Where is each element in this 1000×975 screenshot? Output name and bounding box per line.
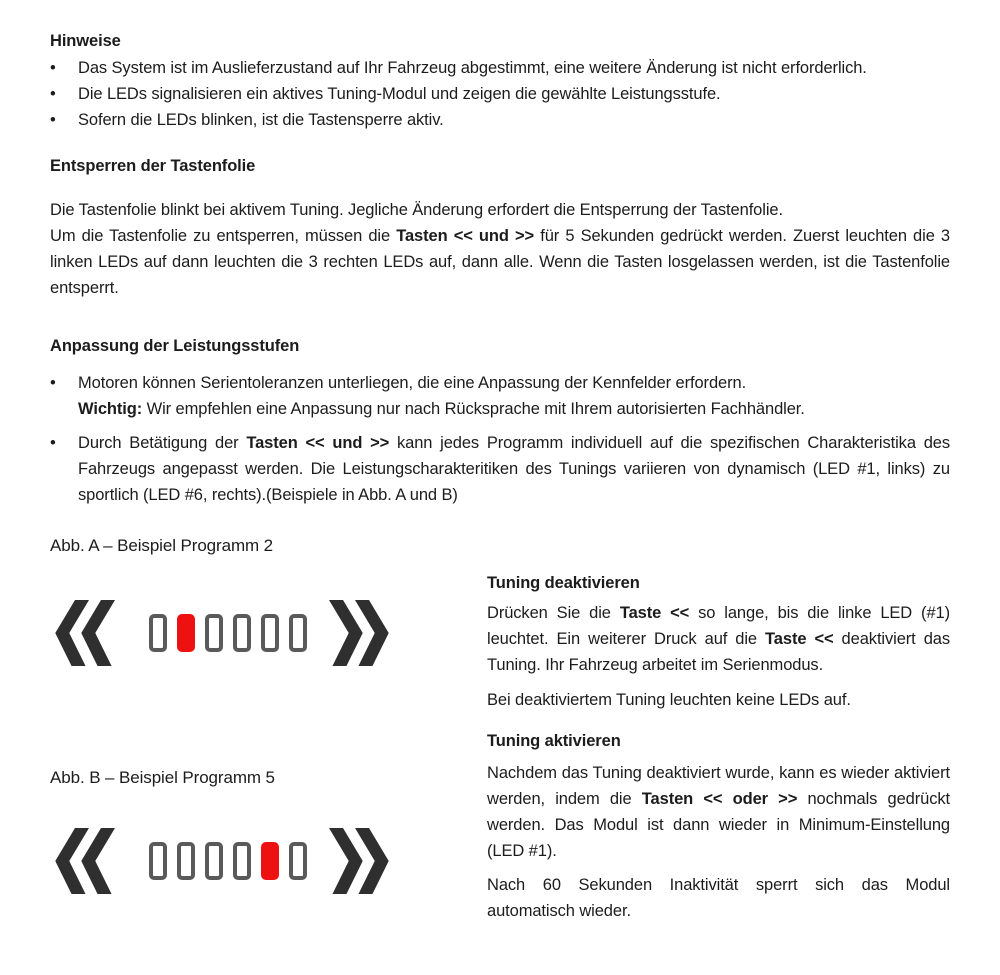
section-anpassung [50, 333, 950, 508]
double-chevron-left-icon [55, 828, 117, 894]
paragraph: Um die Tastenfolie zu entsperren, müssen die Tasten << und >> für 5 Sekunden gedrückt werden. Zuerst leuchten die 3 linken LEDs auf dann leuchten die 3 rechten LEDs auf, dann alle. Wenn die Tasten losgelassen werden, ist die Tastenfolie entsperrt. [50, 227, 951, 297]
led-indicator-off [233, 614, 251, 652]
list-item-text: Sofern die LEDs blinken, ist die Tastensperre aktiv. [78, 111, 444, 129]
led-indicator-off [261, 614, 279, 652]
list-item [50, 430, 950, 508]
figure-a-label: Abb. A – Beispiel Programm 2 [50, 536, 274, 555]
figure-a-led-display [50, 585, 487, 680]
paragraph: Wichtig: Wir empfehlen eine Anpassung nur nach Rücksprache mit Ihrem autorisierten Fachhändler. [78, 400, 805, 418]
instructions-column [487, 570, 950, 924]
led-row [149, 614, 307, 652]
led-indicator-off [289, 614, 307, 652]
list-item [50, 55, 950, 81]
figure-b-label: Abb. B – Beispiel Programm 5 [50, 768, 275, 787]
section-hinweise [50, 28, 950, 133]
led-indicator-off [177, 842, 195, 880]
led-indicator-off [205, 614, 223, 652]
bullet-icon: • [50, 434, 56, 452]
bullet-icon: • [50, 85, 56, 103]
led-indicator-off [205, 842, 223, 880]
hinweise-list [50, 55, 950, 133]
double-chevron-right-icon [327, 828, 389, 894]
bullet-icon: • [50, 111, 56, 129]
led-indicator-off [233, 842, 251, 880]
section-entsperren [50, 153, 950, 301]
led-indicator-off [149, 614, 167, 652]
list-item [50, 81, 950, 107]
led-indicator-on [261, 842, 279, 880]
double-chevron-left-icon [55, 600, 117, 666]
figure-b-led-display [50, 813, 487, 908]
paragraph: Die Tastenfolie blinkt bei aktivem Tuning. Jegliche Änderung erfordert die Entsperrung der Tastenfolie. [50, 201, 783, 219]
tuning-aktivieren-heading: Tuning aktivieren [487, 732, 621, 750]
led-indicator-off [289, 842, 307, 880]
double-chevron-right-icon [327, 600, 389, 666]
paragraph: Drücken Sie die Taste << so lange, bis die linke LED (#1) leuchtet. Ein weiterer Druck auf die Taste << deaktiviert das Tuning. Ihr Fahrzeug arbeitet im Serienmodus. [487, 604, 950, 674]
anpassung-heading: Anpassung der Leistungsstufen [50, 337, 300, 355]
paragraph: Motoren können Serientoleranzen unterliegen, die eine Anpassung der Kennfelder erfordern. [78, 374, 747, 392]
led-indicator-off [149, 842, 167, 880]
list-item [50, 370, 950, 422]
list-item [50, 107, 950, 133]
two-column-area [50, 533, 950, 924]
bullet-icon: • [50, 59, 56, 77]
list-item-text [78, 370, 950, 422]
list-item-text: Das System ist im Auslieferzustand auf Ihr Fahrzeug abgestimmt, eine weitere Änderung ist nicht erforderlich. [78, 59, 867, 77]
paragraph: Bei deaktiviertem Tuning leuchten keine LEDs auf. [487, 691, 851, 709]
bullet-icon: • [50, 374, 56, 392]
tuning-deaktivieren-heading: Tuning deaktivieren [487, 574, 640, 592]
hinweise-heading: Hinweise [50, 32, 121, 50]
entsperren-heading: Entsperren der Tastenfolie [50, 157, 256, 175]
figures-column [50, 533, 487, 924]
list-item-text: Durch Betätigung der Tasten << und >> kann jedes Programm individuell auf die spezifischen Charakteristika des Fahrzeugs angepasst werden. Die Leistungscharakteritiken des Tunings variieren von dynamisch (LED #1, links) zu sportlich (LED #6, rechts).(Beispiele in Abb. A und B) [78, 434, 951, 504]
list-item-text: Die LEDs signalisieren ein aktives Tuning-Modul und zeigen die gewählte Leistungsstufe. [78, 85, 721, 103]
paragraph: Nach 60 Sekunden Inaktivität sperrt sich das Modul automatisch wieder. [487, 876, 950, 920]
led-indicator-on [177, 614, 195, 652]
led-row [149, 842, 307, 880]
paragraph: Nachdem das Tuning deaktiviert wurde, kann es wieder aktiviert werden, indem die Tasten << oder >> nochmals gedrückt werden. Das Modul ist dann wieder in Minimum-Einstellung (LED #1). [487, 764, 950, 860]
